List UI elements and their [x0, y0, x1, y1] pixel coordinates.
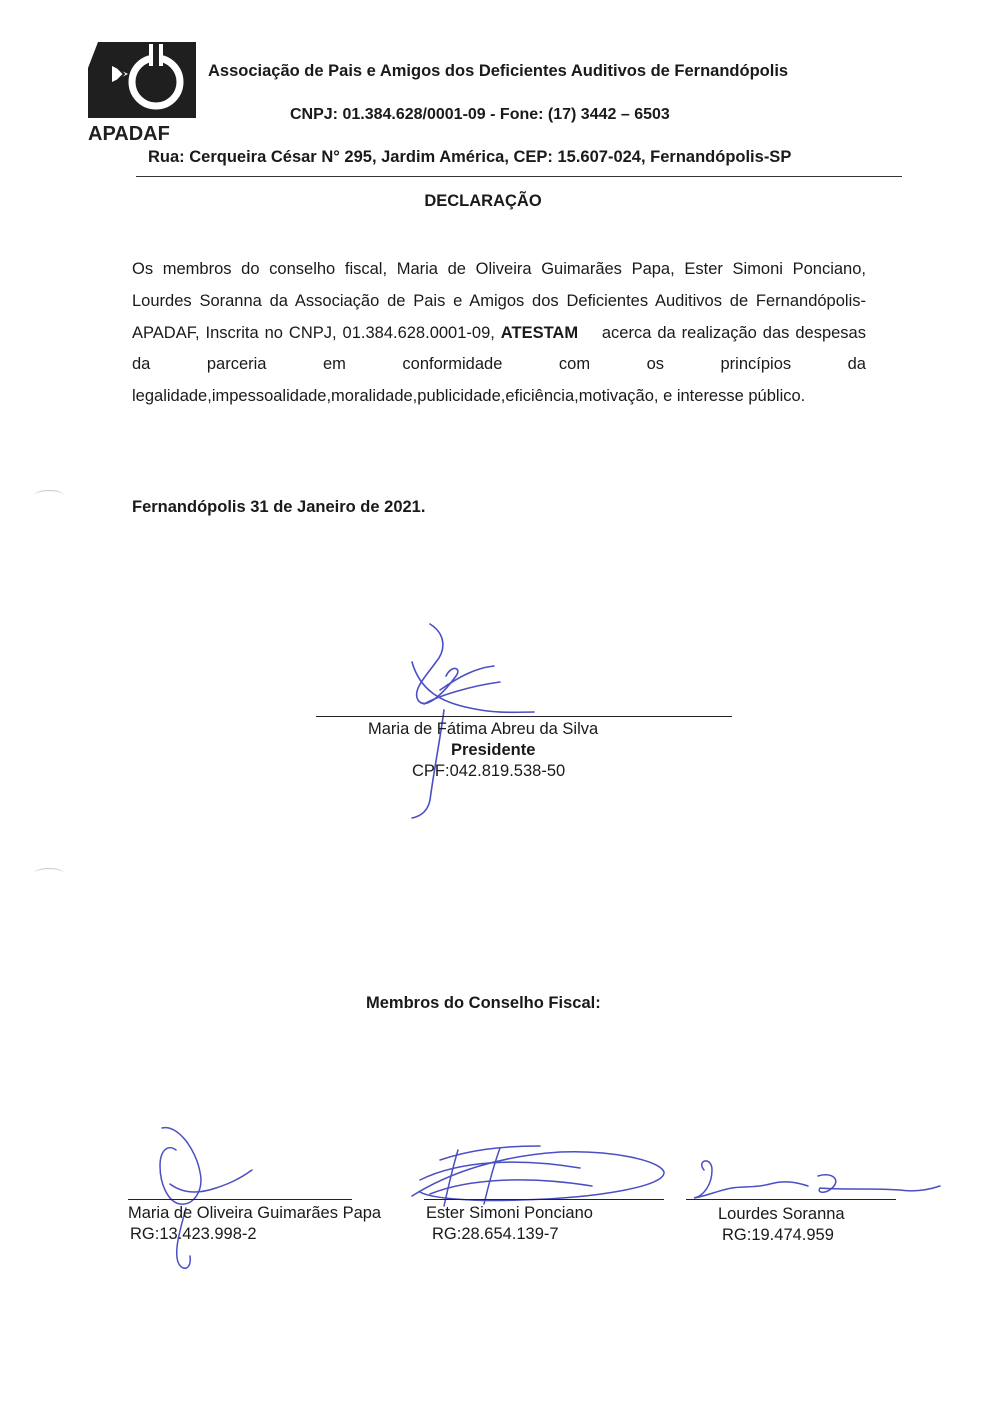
council-member-name: Lourdes Soranna — [718, 1205, 845, 1223]
president-role: Presidente — [451, 741, 536, 759]
organization-name: Associação de Pais e Amigos dos Deficientes Auditivos de Fernandópolis — [208, 62, 789, 80]
council-signature-line — [128, 1199, 352, 1200]
organization-address: Rua: Cerqueira César N° 295, Jardim América, CEP: 15.607-024, Fernandópolis-SP — [148, 148, 792, 166]
document-title: DECLARAÇÃO — [424, 192, 542, 210]
council-member-rg: RG:19.474.959 — [722, 1226, 834, 1244]
president-name: Maria de Fátima Abreu da Silva — [368, 720, 599, 738]
declaration-text-part1: Os membros do conselho fiscal, Maria de Oliveira Guimarães Papa, Ester Simoni Ponciano, Lourdes Soranna da Associação de Pais e Amigos dos Deficientes Auditivos de Fernandópolis-APADAF, Inscrita no CNPJ, 01.384.628.0001-09, — [132, 260, 866, 342]
council-member-name: Maria de Oliveira Guimarães Papa — [128, 1204, 382, 1222]
council-member-name: Ester Simoni Ponciano — [426, 1204, 593, 1222]
council-signature-line — [686, 1199, 896, 1200]
council-member-rg: RG:13.423.998-2 — [130, 1225, 257, 1243]
organization-contact: CNPJ: 01.384.628/0001-09 - Fone: (17) 3442 – 6503 — [290, 106, 670, 123]
council-member-rg: RG:28.654.139-7 — [432, 1225, 559, 1243]
declaration-emphasis: ATESTAM — [500, 323, 579, 342]
declaration-text-part2: acerca da realização das despesas da parceria em conformidade com os princípios da legalidade,impessoalidade,moralidade,publicidade,eficiência,motivação, e interesse público. — [132, 323, 866, 406]
logo-text: APADAF — [88, 123, 170, 144]
president-cpf: CPF:042.819.538-50 — [412, 762, 566, 780]
document-date: Fernandópolis 31 de Janeiro de 2021. — [132, 498, 426, 516]
council-heading: Membros do Conselho Fiscal: — [366, 994, 601, 1012]
council-signature-line — [424, 1199, 664, 1200]
